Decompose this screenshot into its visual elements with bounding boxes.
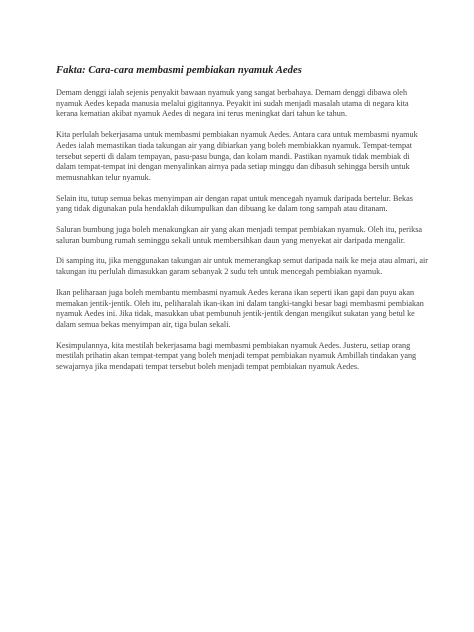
paragraph-intro: Demam denggi ialah sejenis penyakit bawaan nyamuk yang sangat berbahaya. Demam denggi dibawa oleh nyamuk Aedes kepada manusia melalui gigitannya. Peyakit ini sudah menjadi masalah utama di negara kita kerana kematian akibat nyamuk Aedes di negara ini terus meningkat dari tahun ke tahun. [56,88,409,119]
document-body [56,64,428,383]
document-title: Fakta: Cara-cara membasmi pembiakan nyamuk Aedes [56,65,302,76]
paragraph-fish: Ikan peliharaan juga boleh membantu membasmi nyamuk Aedes kerana ikan seperti ikan gapi dan puyu akan memakan jentik-jentik. Oleh itu, peliharalah ikan-ikan ini dalam tangki-tangki besar bagi membasmi pembiakan nyamuk Aedes ini. Jika tidak, masukkan ubat pembunuh jentik-jentik dengan mengikut sukatan yang betul ke dalam semua bekas menyimpan air, tiga bulan sekali. [56,287,424,329]
paragraph-cover-containers: Selain itu, tutup semua bekas menyimpan air dengan rapat untuk mencegah nyamuk daripada bertelur. Bekas yang tidak digunakan pula hendaklah dikumpulkan dan dibuang ke dalam tong sampah atau ditanam. [56,193,413,214]
paragraph-roof-gutters: Saluran bumbung juga boleh menakungkan air yang akan menjadi tempat pembiakan nyamuk. Oleh itu, periksa saluran bumbung rumah seminggu sekali untuk membersihkan daun yang menyekat air daripada mengalir. [56,225,423,245]
paragraph-conclusion: Kesimpulannya, kita mestilah bekerjasama bagi membasmi pembiakan nyamuk Aedes. Justeru, setiap orang mestilah prihatin akan tempat-tempat yang boleh menjadi tempat pembiakan nyamuk Ambillah tindakan yang sewajarnya jika mendapati tempat tersebut boleh menjadi tempat pembiakan nyamuk Aedes. [56,340,417,372]
paragraph-ant-traps: Di samping itu, jika menggunakan takungan air untuk memerangkap semut daripada naik ke meja atau almari, air takungan itu perlulah dimasukkan garam sebanyak 2 sudu teh untuk mencegah pembiakan nyamuk. [56,256,428,277]
paragraph-water-storage: Kita perlulah bekerjasama untuk membasmi pembiakan nyamuk Aedes. Antara cara untuk membasmi nyamuk Aedes ialah memastikan tiada takungan air yang dibiarkan yang boleh membiakkan nyamuk. Tempat-tempat tersebut seperti di dalam tempayan, pasu-pasu bunga, dan kolam mandi. Pastikan nyamuk tidak membiak di dalam tempat-tempat ini dengan menyalinkan airnya pada setiap minggu dan dibasuh sehingga bersih untuk memusnahkan telur nyamuk. [56,130,418,182]
